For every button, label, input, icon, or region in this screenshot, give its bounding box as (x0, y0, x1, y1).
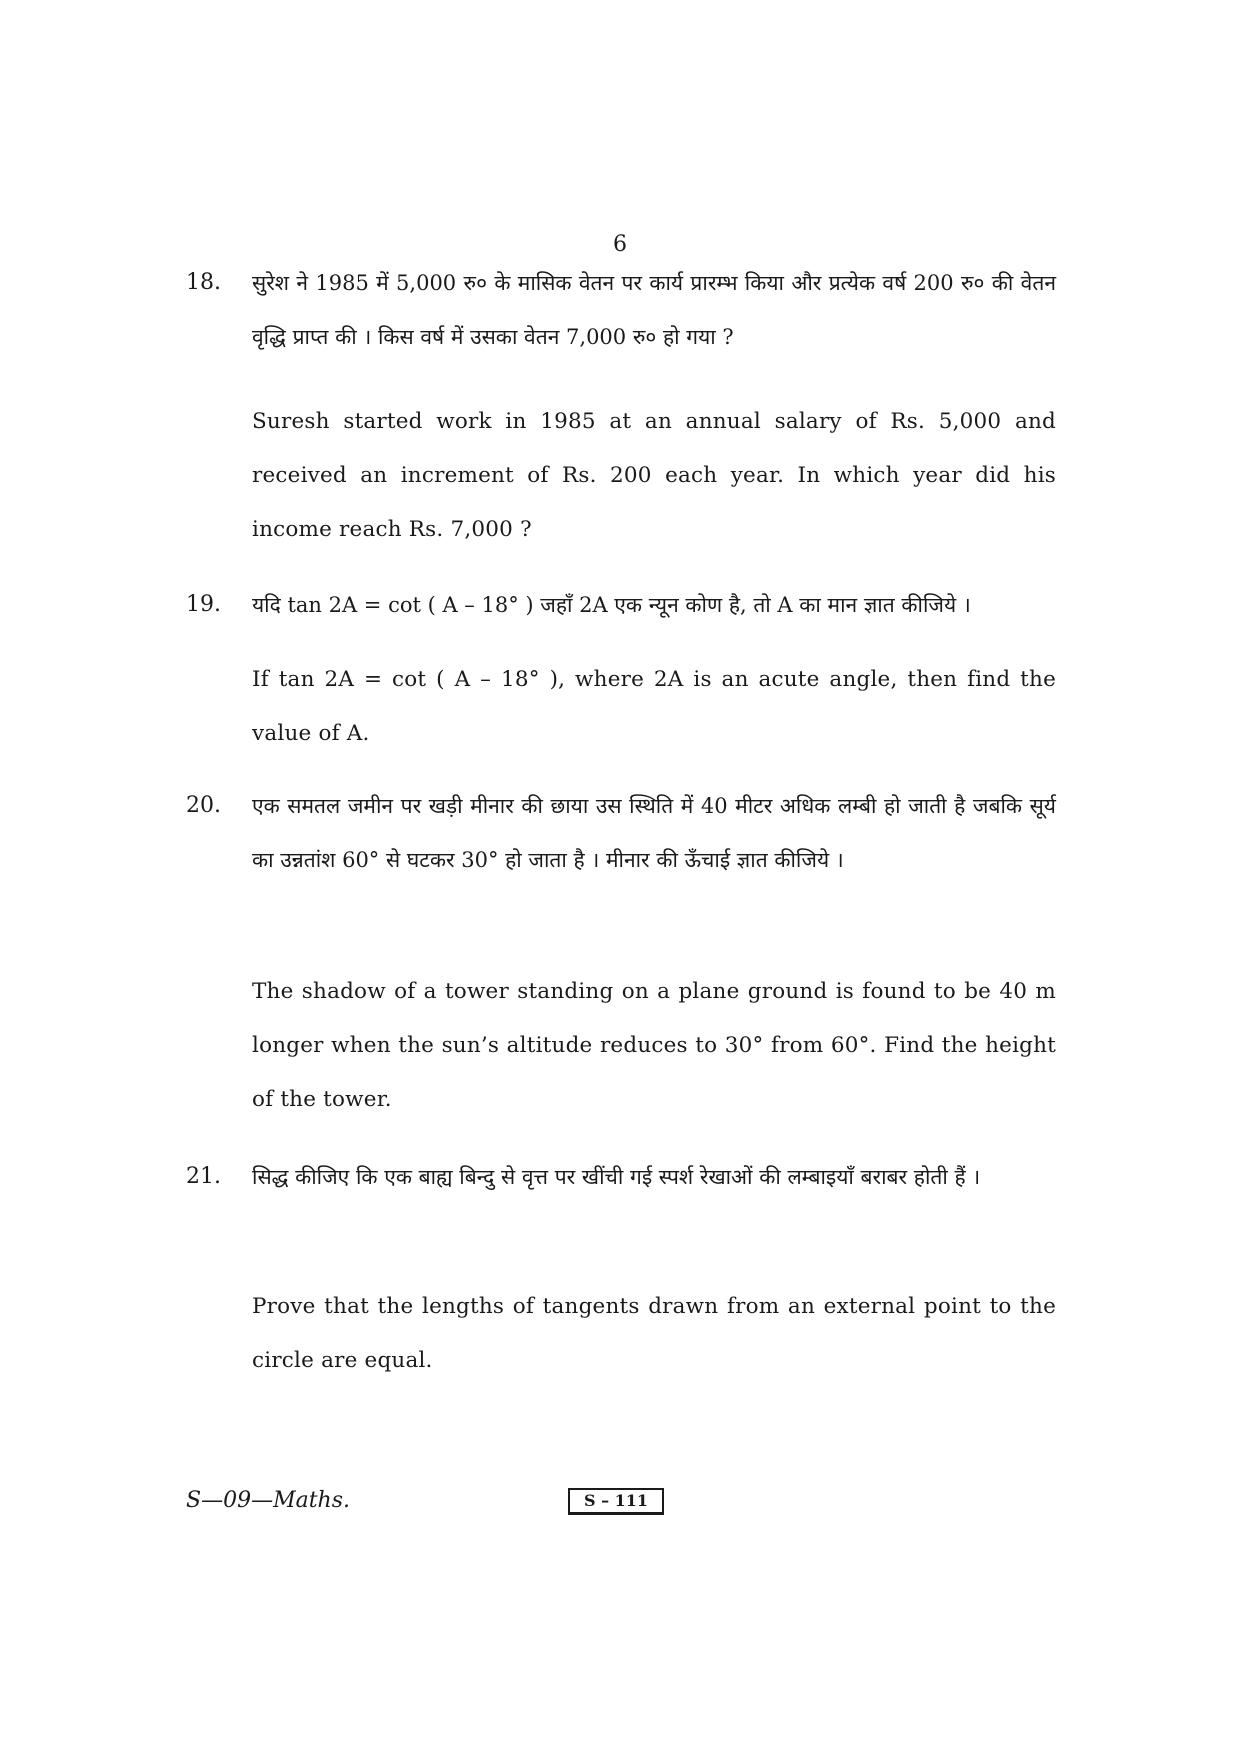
question-number: 18. (186, 270, 221, 295)
question-text-hindi: एक समतल जमीन पर खड़ी मीनार की छाया उस स्थिति में 40 मीटर अधिक लम्बी हो जाती है जबकि सूर्य का उन्नतांश 60° से घटकर 30° हो जाता है । मीनार की ऊँचाई ज्ञात कीजिये । (252, 794, 1056, 872)
question-text-english: The shadow of a tower standing on a plane ground is found to be 40 m longer when the sun’s altitude reduces to 30° from 60°. Find the height of the tower. (252, 979, 1056, 1112)
question-text-hindi: सुरेश ने 1985 में 5,000 रु० के मासिक वेतन पर कार्य प्रारम्भ किया और प्रत्येक वर्ष 200 रु० की वेतन वृद्धि प्राप्त की । किस वर्ष में उसका वेतन 7,000 रु० हो गया ? (252, 271, 1056, 349)
question-number: 19. (186, 592, 221, 617)
question-number: 21. (186, 1164, 221, 1189)
question-text-english: Prove that the lengths of tangents drawn from an external point to the circle are equal. (252, 1294, 1056, 1373)
question-text-hindi: सिद्ध कीजिए कि एक बाह्य बिन्दु से वृत्त पर खींची गई स्पर्श रेखाओं की लम्बाइयाँ बराबर होती हैं । (252, 1165, 981, 1189)
paper-code: S—09—Maths. (186, 1488, 351, 1513)
page-number: 6 (613, 232, 627, 257)
series-code-box: S – 111 (568, 1488, 664, 1515)
question-text-english: If tan 2A = cot ( A – 18° ), where 2A is an acute angle, then find the value of A. (252, 667, 1056, 746)
question-number: 20. (186, 793, 221, 818)
question-text-hindi: यदि tan 2A = cot ( A – 18° ) जहाँ 2A एक न्यून कोण है, तो A का मान ज्ञात कीजिये । (252, 593, 971, 617)
question-text-english: Suresh started work in 1985 at an annual salary of Rs. 5,000 and received an increment of Rs. 200 each year. In which year did his income reach Rs. 7,000 ? (252, 409, 1056, 542)
